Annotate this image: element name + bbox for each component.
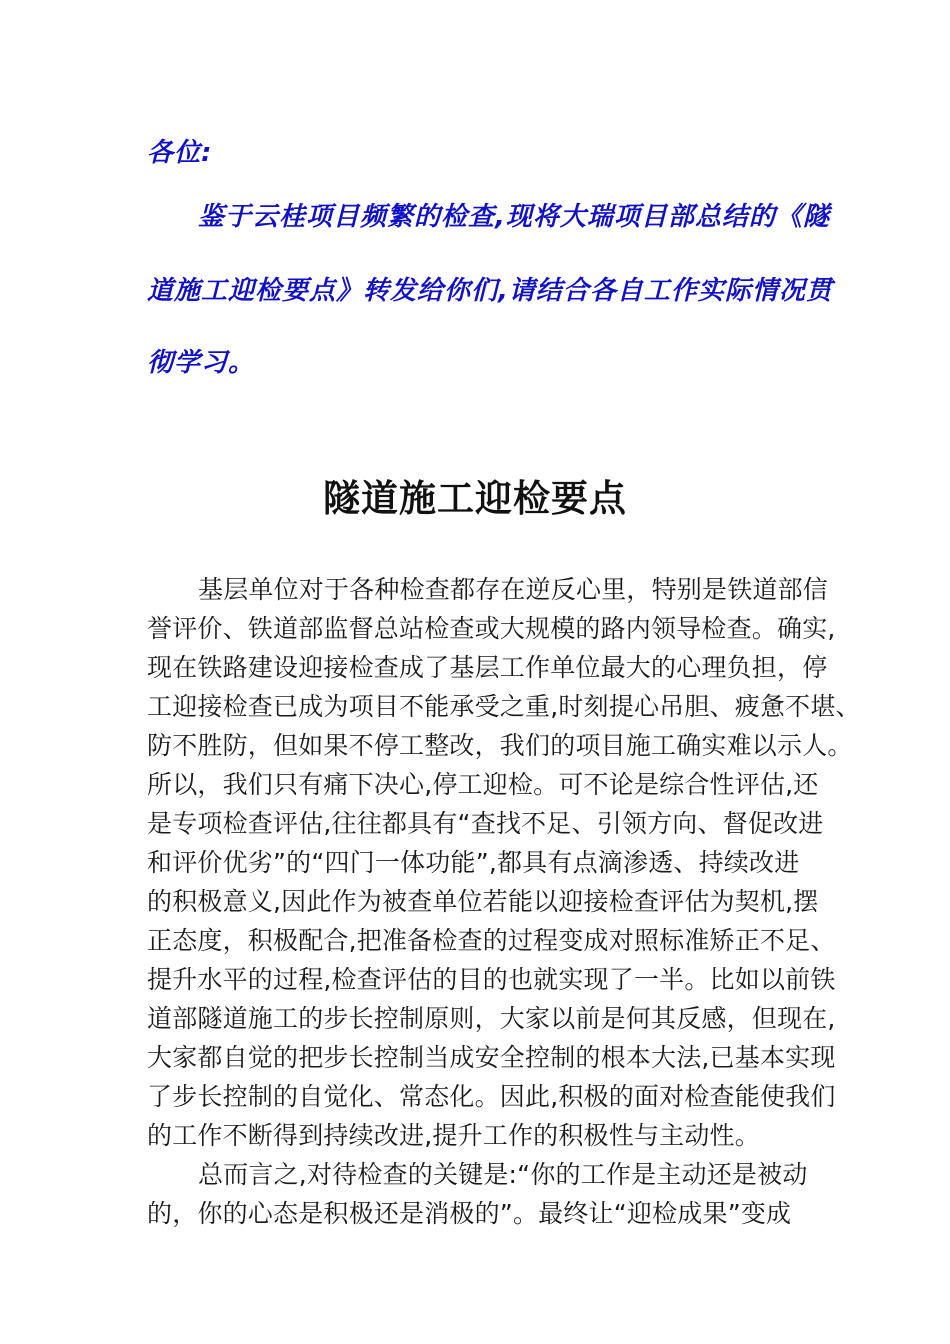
- body-line: 所以，我们只有痛下决心,停工迎检。可不论是综合性评估,还: [147, 770, 819, 799]
- body-line: 总而言之,对待检查的关键是:“你的工作是主动还是被动: [198, 1160, 808, 1189]
- body-line: 的积极意义,因此作为被查单位若能以迎接检查评估为契机,摆: [147, 887, 819, 916]
- body-line: 了步长控制的自觉化、常态化。因此,积极的面对检查能使我们: [147, 1082, 836, 1111]
- notice-line: 道施工迎检要点》转发给你们,请结合各自工作实际情况贯: [147, 276, 833, 306]
- body-line: 和评价优劣”的“四门一体功能”,都具有点滴渗透、持续改进: [147, 848, 800, 877]
- body-line: 现在铁路建设迎接检查成了基层工作单位最大的心理负担，停: [147, 653, 828, 682]
- body-line: 工迎接检查已成为项目不能承受之重,时刻提心吊胆、疲惫不堪、: [147, 692, 861, 721]
- body-line: 防不胜防，但如果不停工整改，我们的项目施工确实难以示人。: [147, 731, 853, 760]
- notice-line: 彻学习。: [147, 348, 256, 378]
- document-title: 隧道施工迎检要点: [323, 476, 627, 520]
- body-line: 道部隧道施工的步长控制原则，大家以前是何其反感，但现在,: [147, 1004, 836, 1033]
- body-line: 提升水平的过程,检查评估的目的也就实现了一半。比如以前铁: [147, 965, 836, 994]
- notice-greeting: 各位:: [147, 138, 213, 168]
- body-line: 基层单位对于各种检查都存在逆反心里，特别是铁道部信: [198, 575, 829, 604]
- notice-line: 鉴于云桂项目频繁的检查,现将大瑞项目部总结的《隧: [198, 202, 830, 232]
- body-line: 誉评价、铁道部监督总站检查或大规模的路内领导检查。确实,: [147, 614, 836, 643]
- body-line: 大家都自觉的把步长控制当成安全控制的根本大法,已基本实现: [147, 1043, 836, 1072]
- body-line: 的，你的心态是积极还是消极的”。最终让“迎检成果”变成: [147, 1199, 792, 1228]
- body-line: 正态度，积极配合,把准备检查的过程变成对照标准矫正不足、: [147, 926, 836, 955]
- body-line: 是专项检查评估,往往都具有“查找不足、引领方向、督促改进: [147, 809, 824, 838]
- body-line: 的工作不断得到持续改进,提升工作的积极性与主动性。: [147, 1121, 760, 1150]
